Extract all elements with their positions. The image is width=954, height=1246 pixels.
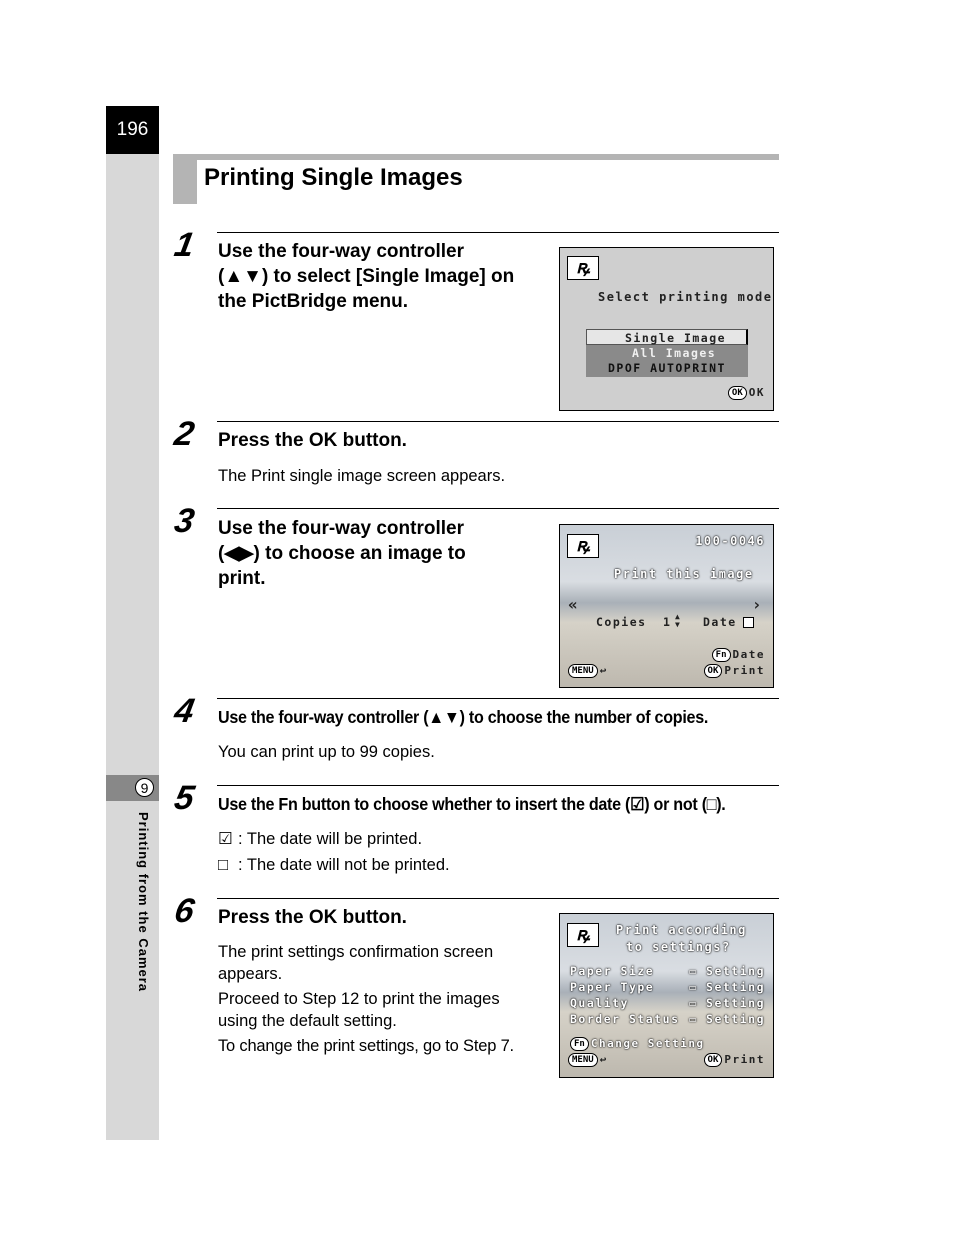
ok-button-icon: OK (704, 664, 723, 678)
print-single-image-screen (559, 524, 774, 688)
page-title: Printing Single Images (204, 164, 463, 191)
step-divider (217, 421, 779, 422)
ok-print-hint: OK Print (704, 1053, 765, 1067)
ok-print-hint: OK Print (704, 664, 765, 678)
step-divider (217, 508, 779, 509)
step-number: 4 (171, 692, 198, 730)
step-number: 2 (171, 415, 198, 453)
step-number: 3 (171, 502, 198, 540)
step-body: You can print up to 99 copies. (218, 743, 435, 761)
setting-value: ▭ Setting (689, 996, 765, 1010)
fn-button-icon: Fn (570, 1037, 589, 1051)
step-divider (217, 785, 779, 786)
checked-box-icon: ☑ (218, 830, 233, 848)
back-arrow-icon: ↩ (599, 1053, 608, 1066)
step-body: The Print single image screen appears. (218, 467, 506, 485)
step-heading: Use the four-way controller (◀▶) to choose an image to print. (218, 518, 466, 589)
menu-button-icon: MENU (568, 664, 598, 678)
setting-value: ▭ Setting (689, 964, 765, 978)
step-heading: Press the OK button. (218, 430, 407, 451)
date-label: Date (703, 615, 737, 629)
printer-icon: ▭ (689, 1012, 698, 1026)
screen-prompt: to settings? (626, 940, 731, 954)
menu-button-icon: MENU (568, 1053, 598, 1067)
pictbridge-icon: ꝶ (567, 534, 599, 558)
step-heading: Use the four-way controller (▲▼) to select [Single Image] on the PictBridge menu. (218, 241, 515, 312)
setting-label: Quality (570, 996, 629, 1010)
fn-change-setting-hint: Fn Change Setting (570, 1037, 705, 1051)
setting-label: Paper Type (570, 980, 655, 994)
up-down-arrows-icon: ▲ ▼ (675, 612, 682, 629)
screen-prompt: Select printing mode (598, 290, 773, 304)
menu-option-list[interactable] (586, 345, 748, 377)
setting-value: ▭ Setting (689, 980, 765, 994)
step-divider (217, 232, 779, 233)
ok-button-icon: OK (704, 1053, 723, 1067)
printer-icon: ▭ (689, 996, 698, 1010)
ok-hint: OK OK (728, 386, 765, 400)
printer-icon: ▭ (689, 980, 698, 994)
page-number: 196 (106, 106, 159, 154)
empty-box-icon: □ (218, 856, 228, 874)
step-number: 5 (171, 779, 198, 817)
chapter-number: 9 (135, 778, 154, 797)
fn-date-hint: Fn Date (712, 648, 765, 662)
copies-label: Copies (596, 615, 647, 629)
chapter-sidebar (106, 106, 159, 1140)
setting-label: Border Status (570, 1012, 680, 1026)
step-divider (217, 898, 779, 899)
pictbridge-icon: ꝶ (567, 256, 599, 280)
next-image-arrow-icon[interactable]: › (751, 595, 763, 614)
screen-prompt: Print this image (614, 567, 754, 581)
chapter-label: Printing from the Camera (136, 812, 151, 993)
copies-value[interactable]: 1 (663, 615, 672, 629)
setting-label: Paper Size (570, 964, 655, 978)
print-confirmation-screen (559, 913, 774, 1078)
step-body: The print settings confirmation screen appears. Proceed to Step 12 to print the images using the default setting. To change the print settings, go to Step 7. (218, 943, 514, 1055)
pictbridge-icon: ꝶ (567, 923, 599, 947)
back-arrow-icon: ↩ (599, 664, 608, 677)
step-heading: Use the four-way controller (▲▼) to choose the number of copies. (218, 707, 709, 727)
menu-back-hint (568, 1053, 608, 1067)
menu-option: All Images (632, 346, 717, 360)
screen-prompt: Print according (616, 923, 747, 937)
step-divider (217, 698, 779, 699)
menu-back-hint (568, 664, 608, 678)
fn-button-icon: Fn (712, 648, 731, 662)
menu-option: DPOF AUTOPRINT (608, 361, 726, 375)
previous-image-arrow-icon[interactable]: « (568, 595, 580, 614)
menu-option-selected[interactable]: Single Image (586, 329, 748, 345)
step-number: 6 (171, 892, 198, 930)
printer-icon: ▭ (689, 964, 698, 978)
step-heading: Use the Fn button to choose whether to insert the date (☑) or not (□). (218, 794, 726, 814)
ok-button-icon: OK (728, 386, 747, 400)
pictbridge-menu-screen (559, 247, 774, 411)
date-checkbox[interactable] (743, 617, 754, 628)
date-legend-item: ☑ : The date will be printed. (218, 830, 423, 848)
setting-value: ▭ Setting (689, 1012, 765, 1026)
date-legend-item: □ : The date will not be printed. (218, 856, 450, 874)
step-number: 1 (171, 226, 198, 264)
step-heading: Press the OK button. (218, 907, 407, 928)
file-number: 100-0046 (695, 534, 765, 548)
